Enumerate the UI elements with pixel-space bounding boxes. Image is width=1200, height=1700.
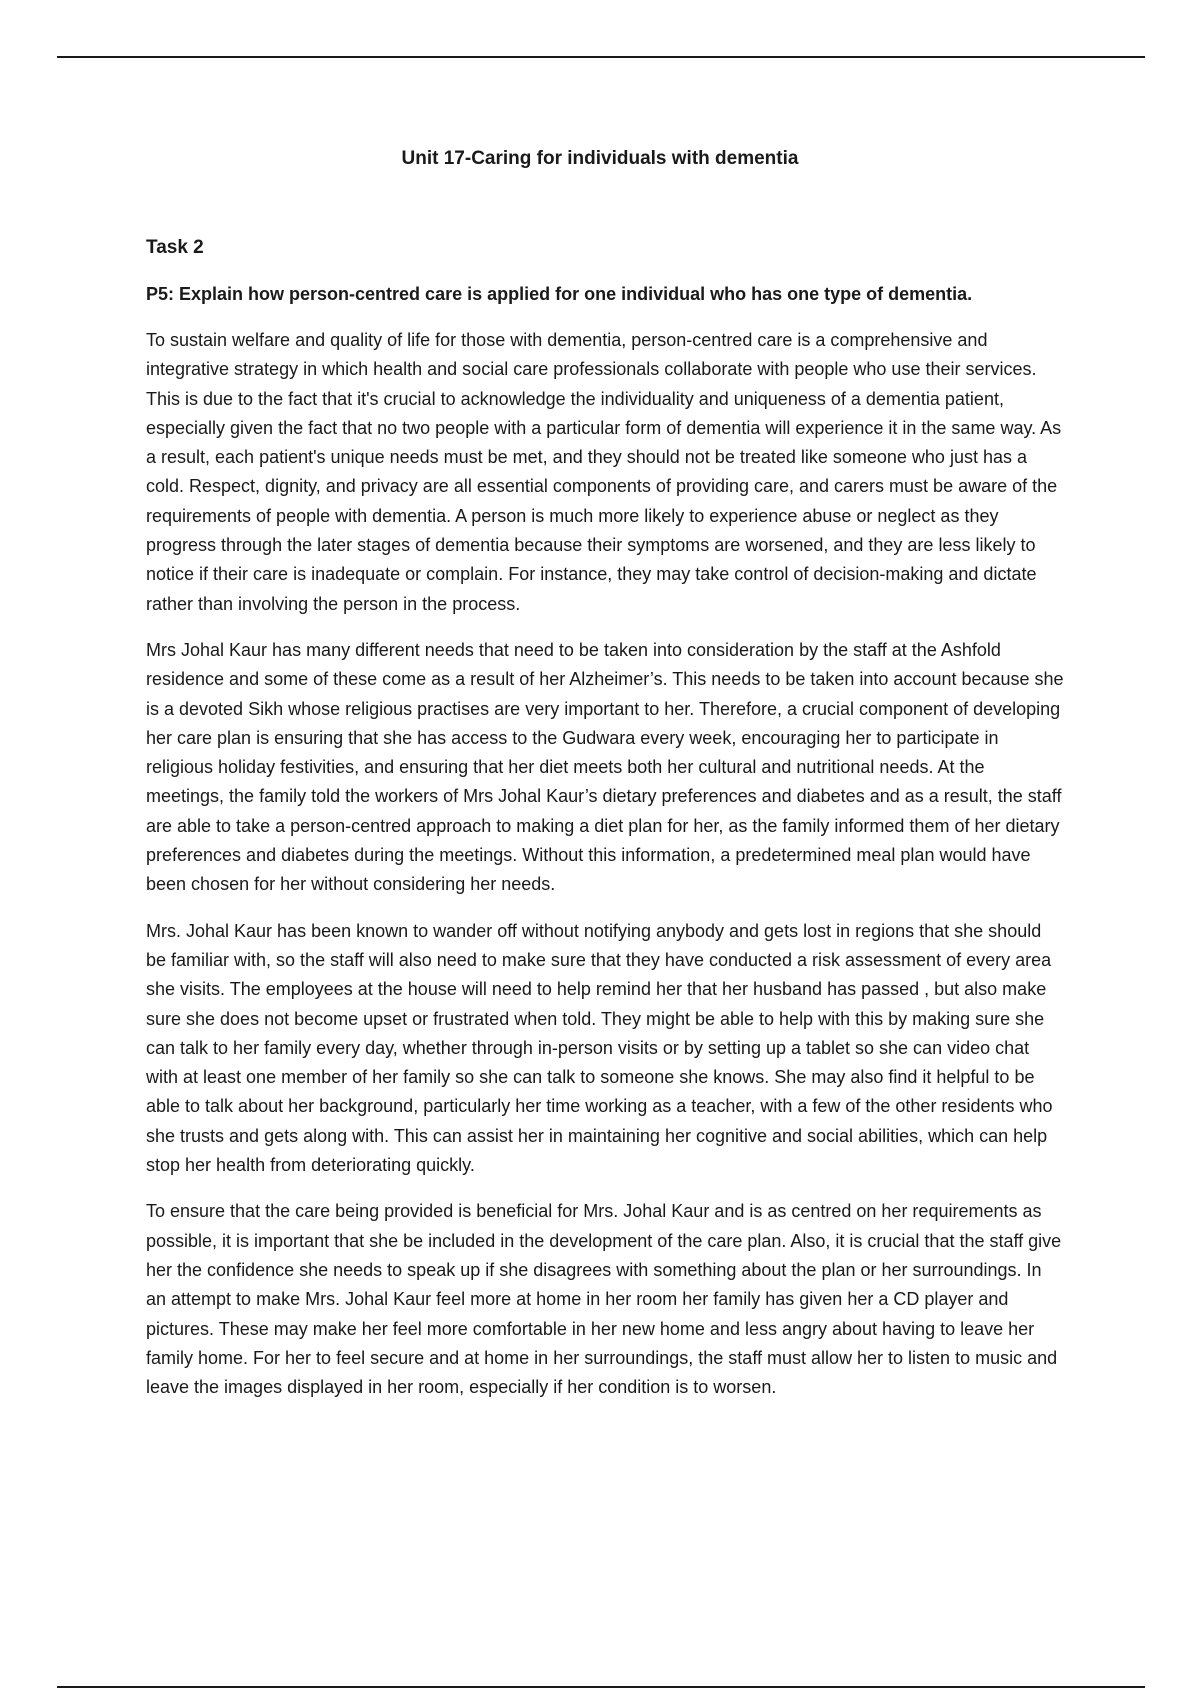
paragraph: Mrs. Johal Kaur has been known to wander off without notifying anybody and gets lost in regions that she should be familiar with, so the staff will also need to make sure that they have conducted a risk assessment of every area she visits. The employees at the house will need to help remind her that her husband has passed , but also make sure she does not become upset or frustrated when told. They might be able to help with this by making sure she can talk to her family every day, whether through in-person visits or by setting up a tablet so she can video chat with at least one member of her family so she can talk to someone she knows. She may also find it helpful to be able to talk about her background, particularly her time working as a teacher, with a few of the other residents who she trusts and gets along with. This can assist her in maintaining her cognitive and social abilities, which can help stop her health from deteriorating quickly. [146,920,1053,1176]
question-heading: P5: Explain how person-centred care is applied for one individual who has one type of dementia. [146,284,973,304]
paragraph: To ensure that the care being provided is beneficial for Mrs. Johal Kaur and is as centred on her requirements as possible, it is important that she be included in the development of the care plan. Also, it is crucial that the staff give her the confidence she needs to speak up if she disagrees with something about the plan or her surroundings. In an attempt to make Mrs. Johal Kaur feel more at home in her room her family has given her a CD player and pictures. These may make her feel more comfortable in her new home and less angry about having to leave her family home. For her to feel secure and at home in her surroundings, the staff must allow her to listen to music and leave the images displayed in her room, especially if her condition is to worsen. [146,1201,1062,1398]
footer-rule [57,1686,1145,1688]
document-body [146,236,1066,1419]
paragraph: Mrs Johal Kaur has many different needs that need to be taken into consideration by the staff at the Ashfold residence and some of these come as a result of her Alzheimer’s. This needs to be taken into account because she is a devoted Sikh whose religious practises are very important to her. Therefore, a crucial component of developing her care plan is ensuring that she has access to the Gudwara every week, encouraging her to participate in religious holiday festivities, and ensuring that her diet meets both her cultural and nutritional needs. At the meetings, the family told the workers of Mrs Johal Kaur’s dietary preferences and diabetes and as a result, the staff are able to take a person-centred approach to making a diet plan for her, as the family informed them of her dietary preferences and diabetes during the meetings. Without this information, a predetermined meal plan would have been chosen for her without considering her needs. [146,639,1064,895]
task-label: Task 2 [146,237,204,258]
page-title: Unit 17-Caring for individuals with dementia [401,148,799,169]
header-rule [57,56,1145,58]
paragraph: To sustain welfare and quality of life for those with dementia, person-centred care is a comprehensive and integrative strategy in which health and social care professionals collaborate with people who use their services. This is due to the fact that it's crucial to acknowledge the individuality and uniqueness of a dementia patient, especially given the fact that no two people with a particular form of dementia will experience it in the same way. As a result, each patient's unique needs must be met, and they should not be treated like someone who just has a cold. Respect, dignity, and privacy are all essential components of providing care, and carers must be aware of the requirements of people with dementia. A person is much more likely to experience abuse or neglect as they progress through the later stages of dementia because their symptoms are worsened, and they are less likely to notice if their care is inadequate or complain. For instance, they may take control of decision-making and dictate rather than involving the person in the process. [146,330,1062,614]
